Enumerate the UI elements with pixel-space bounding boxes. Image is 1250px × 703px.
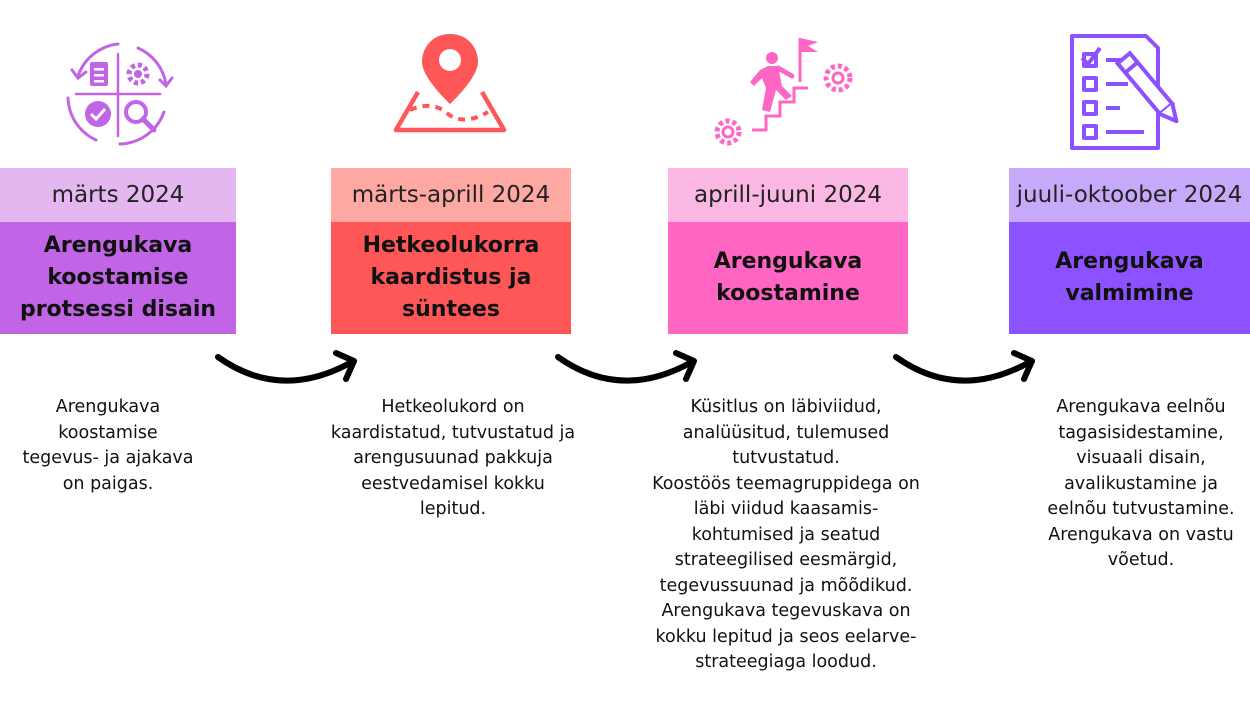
stage-1-title: Arengukava koostamise protsessi disain <box>0 222 236 334</box>
stage-1-description: Arengukava koostamise tegevus- ja ajakava on paigas. <box>22 397 194 494</box>
stage-2-date: märts-aprill 2024 <box>331 168 571 222</box>
stage-4-title: Arengukava valmimine <box>1009 222 1250 334</box>
process-design-icon <box>56 32 180 156</box>
arrow-2-icon <box>550 345 710 395</box>
stage-3-date: aprill-juuni 2024 <box>668 168 908 222</box>
stage-2-title: Hetkeolukorra kaardistus ja süntees <box>331 222 571 334</box>
map-pin-icon <box>388 30 512 144</box>
climbing-goal-icon <box>704 32 862 156</box>
arrow-1-icon <box>210 345 370 395</box>
stage-4-description: Arengukava eelnõu tagasisidestamine, visuaali disain, avalikustamine ja eelnõu tutvustamine. Arengukava on vastu võetud. <box>1047 397 1235 570</box>
stage-4-date: juuli-oktoober 2024 <box>1009 168 1250 222</box>
stage-3-description: Küsitlus on läbiviidud, analüüsitud, tulemused tutvustatud. Koostöös teemagruppidega on läbi viidud kaasamis- kohtumised ja seatud strateegilised eesmärgid, tegevussuunad ja mõõdikud. Arengukava tegevuskava on kokku lepitud ja seos eelarve- strateegiaga loodud. <box>652 397 920 672</box>
checklist-pen-icon <box>1064 30 1188 156</box>
stage-3-title: Arengukava koostamine <box>668 222 908 334</box>
stage-1-date: märts 2024 <box>0 168 236 222</box>
stage-2-description: Hetkeolukord on kaardistatud, tutvustatud ja arengusuunad pakkuja eestvedamisel kokku lepitud. <box>330 397 576 519</box>
arrow-3-icon <box>888 345 1048 395</box>
